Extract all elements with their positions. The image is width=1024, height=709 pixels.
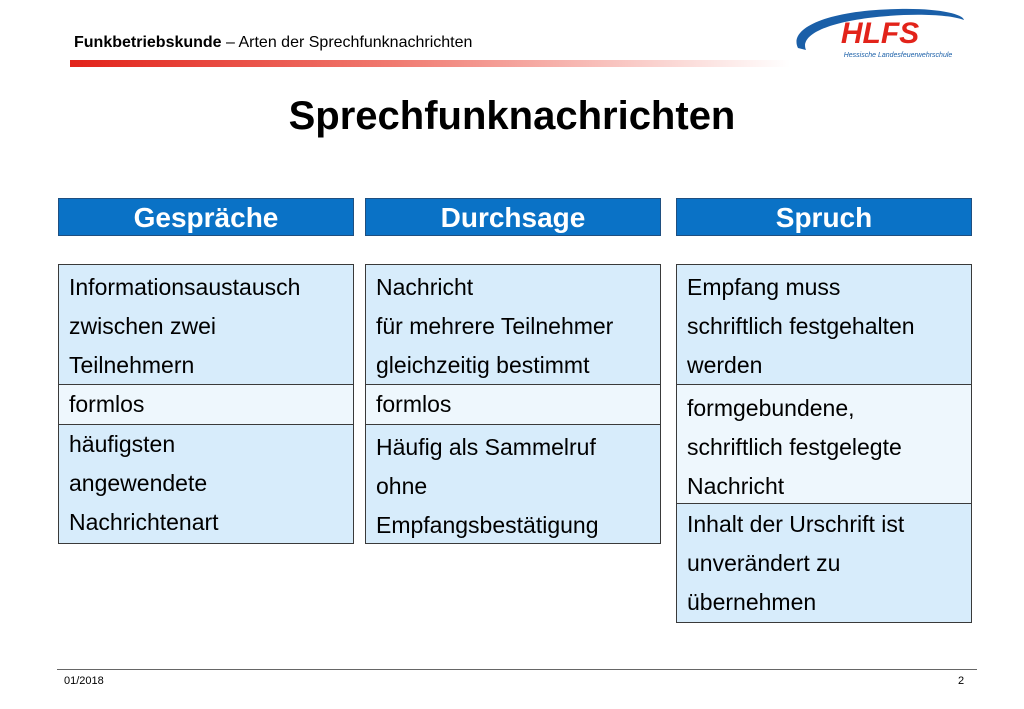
box-line: angewendete — [69, 470, 208, 496]
header-title — [74, 34, 472, 52]
header-divider — [70, 60, 790, 67]
box-line: Teilnehmern — [69, 352, 195, 378]
page-title: Sprechfunknachrichten — [288, 94, 736, 138]
footer-date: 01/2018 — [64, 675, 104, 687]
hlfs-logo — [788, 6, 966, 64]
box-line: Empfang muss — [687, 274, 841, 300]
box-line: Häufig als Sammelruf — [376, 434, 596, 460]
box-line: zwischen zwei — [69, 313, 216, 339]
box-line: Empfangsbestätigung — [376, 512, 599, 538]
box-line: formgebundene, — [687, 395, 855, 421]
box-line: werden — [687, 352, 763, 378]
box-line: unverändert zu — [687, 550, 841, 576]
box-line: übernehmen — [687, 589, 817, 615]
box-line: gleichzeitig bestimmt — [376, 352, 590, 378]
box-line: formlos — [69, 391, 145, 417]
box-line: Informationsaustausch — [69, 274, 301, 300]
page-number: 2 — [958, 675, 965, 687]
spruch-box-2 — [676, 384, 972, 504]
box-line: ohne — [376, 473, 428, 499]
spruch-box-1 — [676, 264, 972, 385]
gespraeche-box-2 — [58, 384, 354, 425]
box-line: schriftlich festgelegte — [687, 434, 902, 460]
box-line: für mehrere Teilnehmer — [376, 313, 614, 339]
header-title-rest: – Arten der Sprechfunknachrichten — [221, 34, 473, 51]
box-line: Inhalt der Urschrift ist — [687, 511, 905, 537]
box-line: formlos — [376, 391, 452, 417]
box-line: häufigsten — [69, 431, 176, 457]
footer-divider — [57, 669, 977, 670]
box-line: schriftlich festgehalten — [687, 313, 915, 339]
gespraeche-box-3 — [58, 424, 354, 544]
header-title-bold: Funkbetriebskunde — [74, 34, 222, 51]
column-heading-gespraeche: Gespräche — [58, 198, 354, 236]
logo-subtitle: Hessische Landesfeuerwehrschule — [843, 52, 953, 59]
box-line: Nachricht — [376, 274, 474, 300]
logo-text: HLFS — [840, 17, 920, 50]
durchsage-box-2 — [365, 384, 661, 425]
box-line: Nachricht — [687, 473, 785, 499]
durchsage-box-3 — [365, 424, 661, 544]
box-line: Nachrichtenart — [69, 509, 219, 535]
spruch-box-3 — [676, 503, 972, 623]
durchsage-box-1 — [365, 264, 661, 385]
gespraeche-box-1 — [58, 264, 354, 385]
column-heading-durchsage: Durchsage — [365, 198, 661, 236]
column-heading-spruch: Spruch — [676, 198, 972, 236]
